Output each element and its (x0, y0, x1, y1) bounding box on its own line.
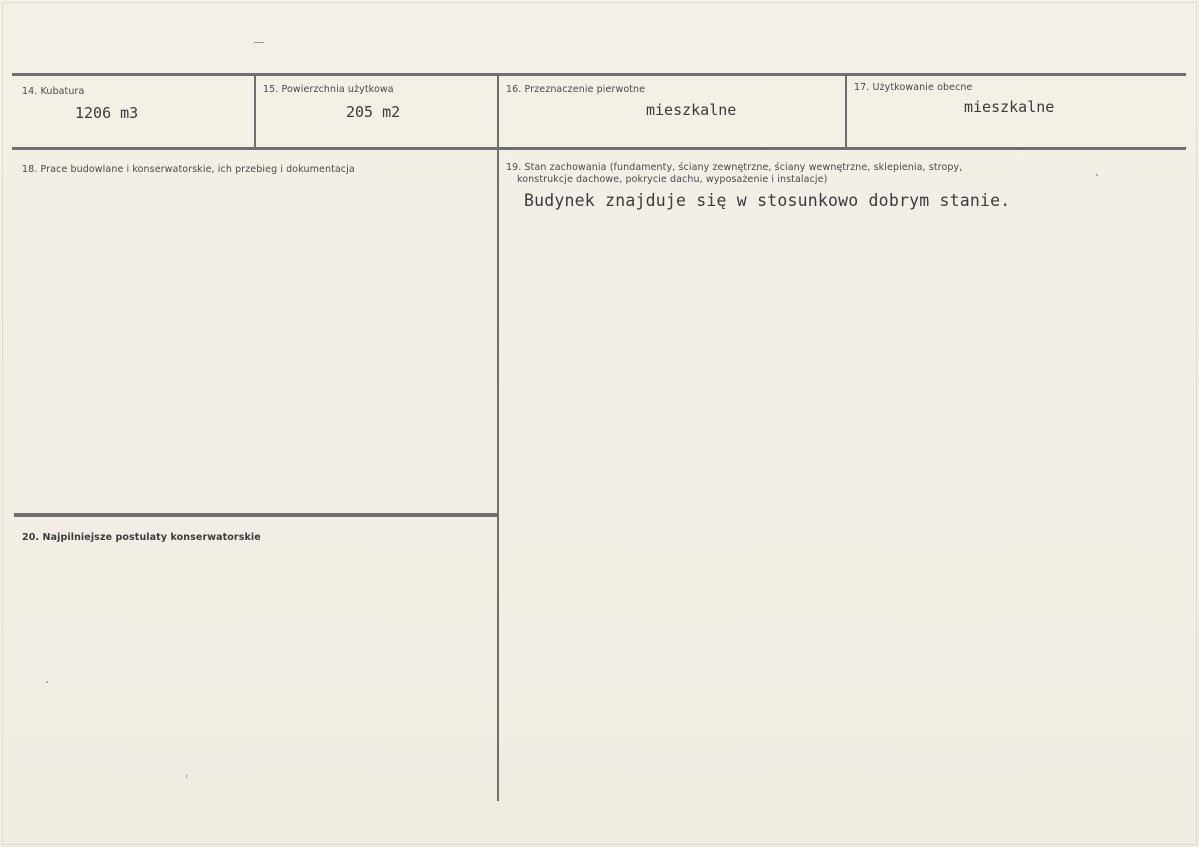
field-19-label-line2: konstrukcje dachowe, pokrycie dachu, wyposażenie i instalacje) (517, 174, 828, 185)
field-20-label: 20. Najpilniejsze postulaty konserwatorskie (22, 532, 261, 543)
col-divider-14-15 (254, 75, 256, 148)
field-14-label: 14. Kubatura (22, 86, 85, 97)
field-15-value: 205 m2 (346, 103, 401, 121)
row-divider-rule (12, 147, 1186, 150)
scan-speck (186, 775, 187, 778)
card-edge (2, 2, 1197, 845)
col-divider-15-16 (497, 75, 499, 148)
field-18-label: 18. Prace budowlane i konserwatorskie, ich przebieg i dokumentacja (22, 164, 355, 175)
field-17-value: mieszkalne (964, 98, 1055, 116)
field-16-value: mieszkalne (646, 101, 737, 119)
scan-speck (46, 681, 48, 683)
col-divider-16-17 (845, 75, 847, 148)
field-15-label: 15. Powierzchnia użytkowa (263, 84, 394, 95)
main-column-divider (497, 149, 499, 801)
scan-speck (254, 42, 264, 43)
section-18-20-divider (14, 513, 497, 517)
top-rule (12, 73, 1186, 76)
field-19-value: Budynek znajduje się w stosunkowo dobrym stanie. (524, 191, 1011, 210)
scan-speck (1096, 174, 1098, 176)
field-14-value: 1206 m3 (75, 104, 139, 122)
field-16-label: 16. Przeznaczenie pierwotne (506, 84, 646, 95)
field-19-label-line1: 19. Stan zachowania (fundamenty, ściany zewnętrzne, ściany wewnętrzne, sklepienia, stropy, (506, 162, 963, 173)
field-17-label: 17. Użytkowanie obecne (854, 82, 973, 93)
